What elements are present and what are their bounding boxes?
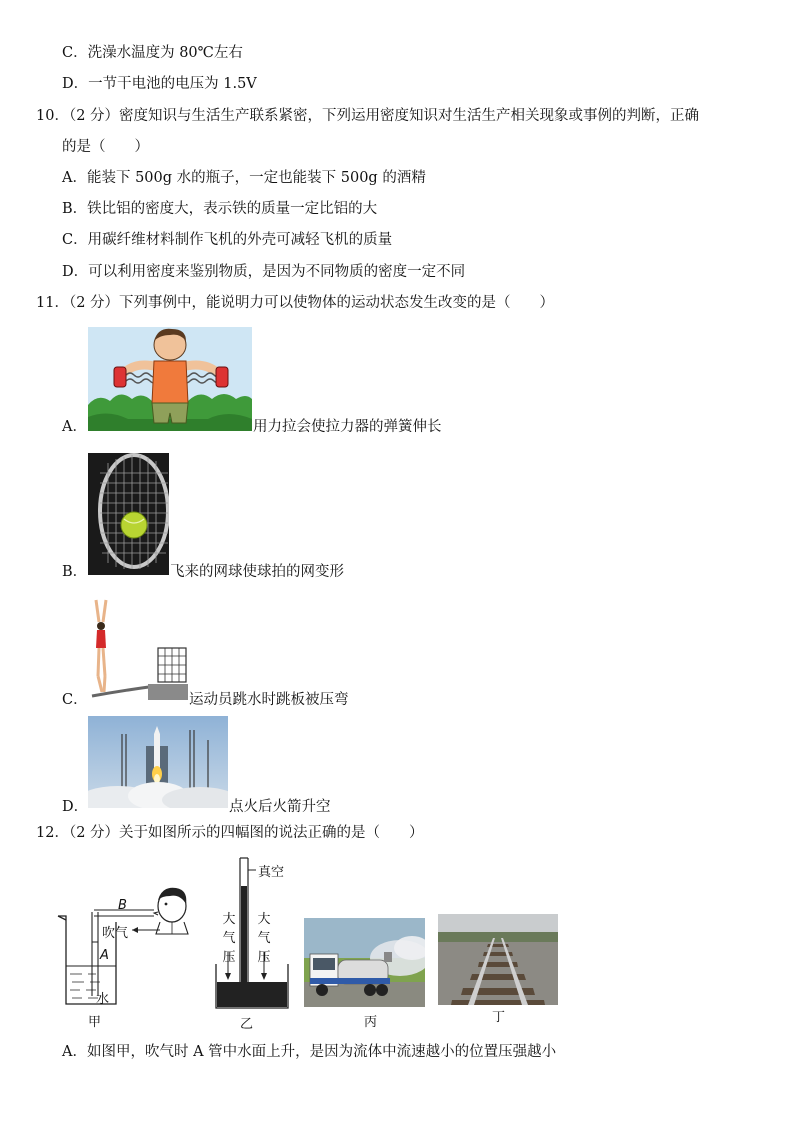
q12-stem: 12．（2 分）关于如图所示的四幅图的说法正确的是（ ） xyxy=(36,825,424,841)
q12-atm-right-char: 大 xyxy=(257,912,271,927)
q11-option-a-letter: A． xyxy=(62,419,87,435)
q12-caption-bing: 丙 xyxy=(364,1015,378,1030)
q12-figure-yi xyxy=(212,852,298,1014)
q11-b-image xyxy=(88,453,169,575)
q10-option-a: A．能装下 500g 水的瓶子，一定也能装下 500g 的酒精 xyxy=(62,170,426,186)
q12-atm-left-char: 压 xyxy=(222,950,236,965)
q12-label-b: B xyxy=(118,898,127,913)
q11-option-d-text: 点火后火箭升空 xyxy=(229,799,331,815)
q12-caption-yi: 乙 xyxy=(240,1017,254,1032)
q12-atm-right-char: 压 xyxy=(257,950,271,965)
q12-atm-right-char: 气 xyxy=(257,931,271,946)
q12-figure-jia xyxy=(52,884,192,1010)
q12-figure-ding xyxy=(438,914,558,1005)
q11-stem: 11．（2 分）下列事例中，能说明力可以使物体的运动状态发生改变的是（ ） xyxy=(36,295,555,311)
q11-d-image xyxy=(88,716,228,808)
q9-option-c: C．洗澡水温度为 80℃左右 xyxy=(62,45,243,61)
q12-label-blow: 吹气 xyxy=(102,926,129,941)
q10-option-c: C．用碳纤维材料制作飞机的外壳可减轻飞机的质量 xyxy=(62,232,393,248)
q10-stem-line2: 的是（ ） xyxy=(62,139,149,155)
q12-caption-jia: 甲 xyxy=(88,1015,102,1030)
q12-figure-bing xyxy=(304,918,425,1007)
q11-option-b-text: 飞来的网球使球拍的网变形 xyxy=(170,564,344,580)
q10-option-d: D．可以利用密度来鉴别物质，是因为不同物质的密度一定不同 xyxy=(62,264,466,280)
q11-c-image xyxy=(86,596,188,704)
q12-label-a: A xyxy=(100,948,109,963)
q9-option-d: D．一节干电池的电压为 1.5V xyxy=(62,76,257,92)
q12-option-a: A．如图甲，吹气时 A 管中水面上升，是因为流体中流速越小的位置压强越小 xyxy=(62,1044,557,1060)
q12-label-water: 水 xyxy=(96,992,110,1007)
q11-option-a-text: 用力拉会使拉力器的弹簧伸长 xyxy=(253,419,442,435)
q11-option-d-letter: D． xyxy=(62,799,89,815)
q11-option-b-letter: B． xyxy=(62,564,88,580)
q12-caption-ding: 丁 xyxy=(492,1010,506,1025)
q10-stem-line1: 10．（2 分）密度知识与生活生产联系紧密，下列运用密度知识对生活生产相关现象或事例的判断，正确 xyxy=(36,108,700,124)
q12-atm-left-char: 大 xyxy=(222,912,236,927)
q10-option-b: B．铁比铝的密度大，表示铁的质量一定比铝的大 xyxy=(62,201,378,217)
q12-atm-left-char: 气 xyxy=(222,931,236,946)
q11-option-c-text: 运动员跳水时跳板被压弯 xyxy=(189,692,349,708)
q12-label-vacuum: 真空 xyxy=(258,865,285,880)
q11-a-image xyxy=(88,327,252,431)
q11-option-c-letter: C． xyxy=(62,692,88,708)
q12-label-atm-left xyxy=(222,910,236,967)
q12-label-atm-right xyxy=(257,910,271,967)
